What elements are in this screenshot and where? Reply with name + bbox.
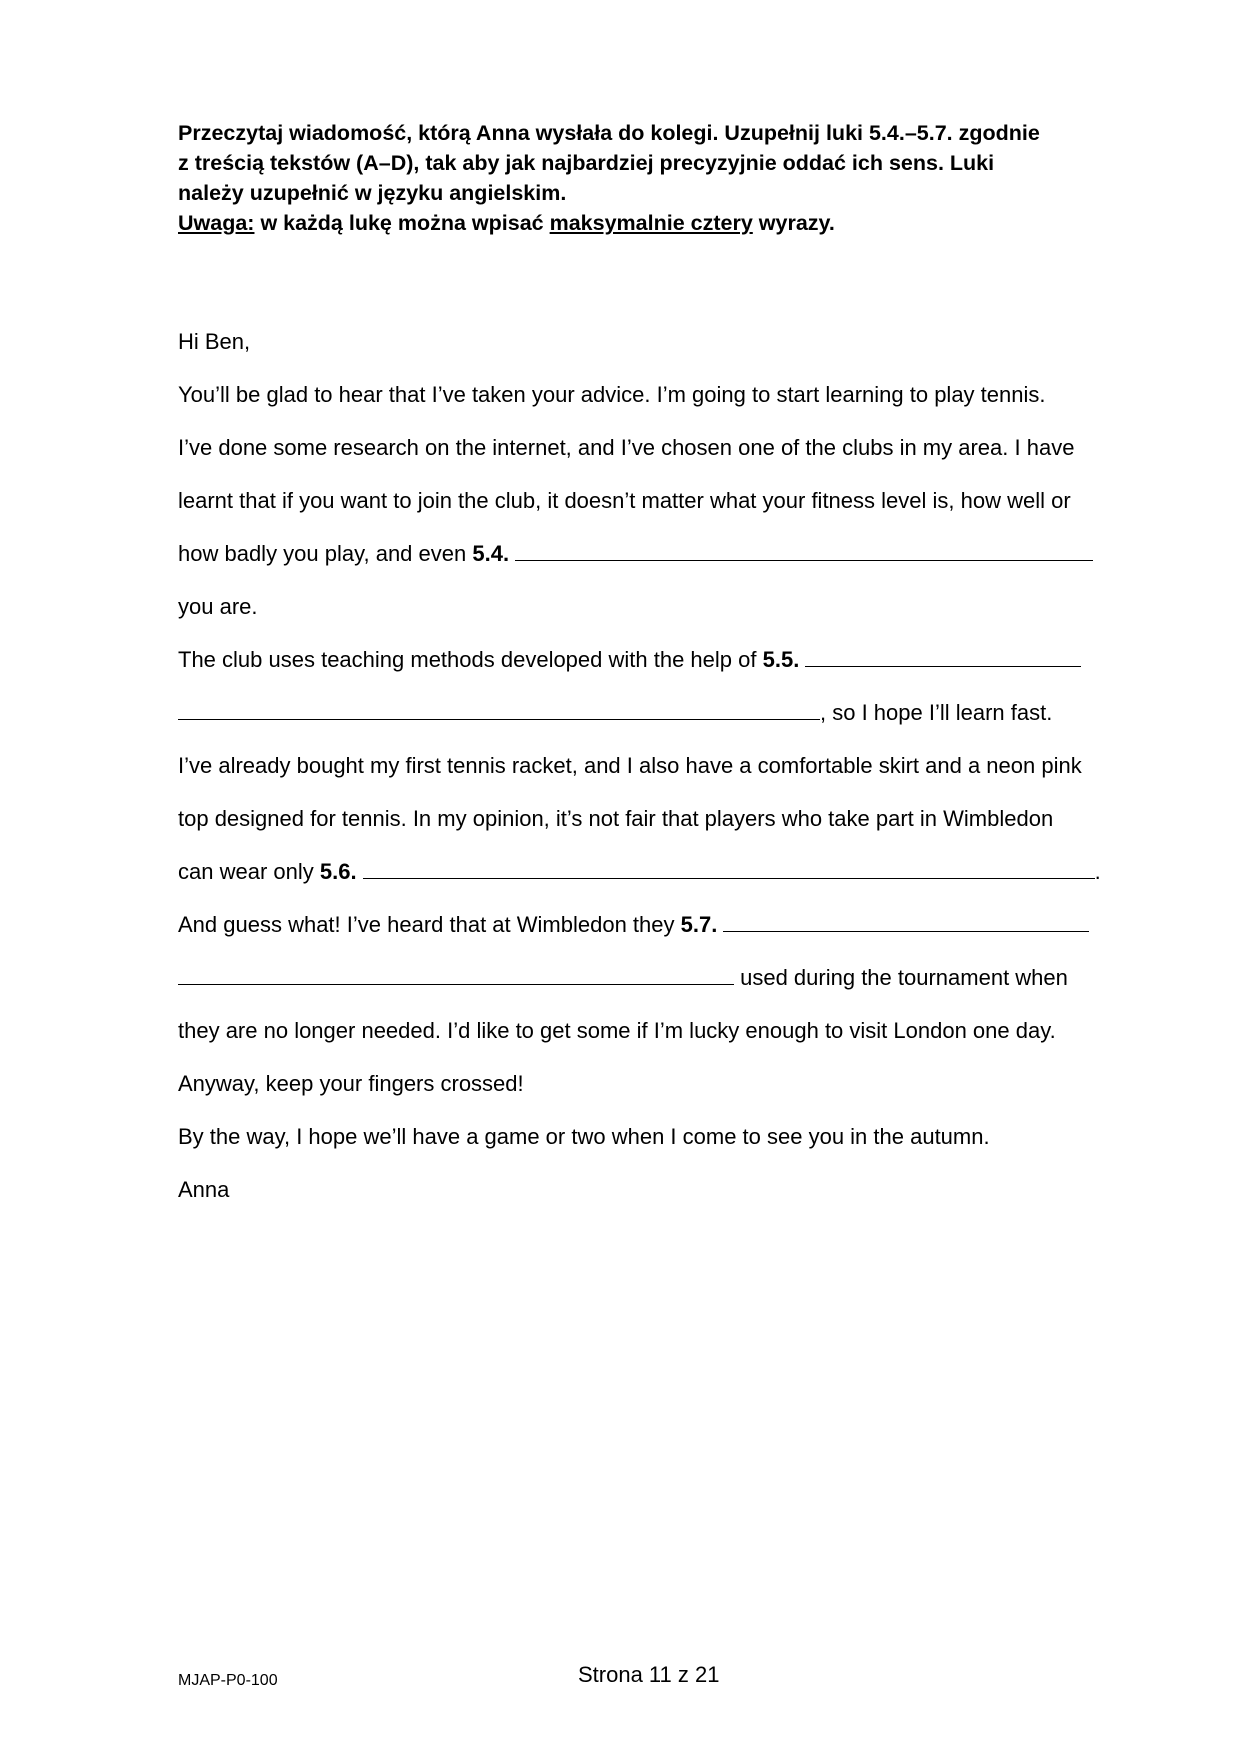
letter-line [178,951,1138,1004]
note-end: wyrazy. [752,211,835,235]
gap-number-5-4: 5.4. [472,541,510,566]
gap-5-5-answer-line[interactable] [805,644,1081,667]
letter-text-segment: can wear only [178,859,320,884]
note-label: Uwaga: [178,211,255,235]
letter-line [178,686,1138,739]
gap-5-7-answer-line-continued[interactable] [178,962,734,985]
instruction-line-1: Przeczytaj wiadomość, którą Anna wysłała do kolegi. Uzupełnij luki 5.4.–5.7. zgodnie [178,121,1040,145]
letter-text-segment: , so I hope I’ll learn fast. [820,700,1053,725]
gap-5-7-answer-line[interactable] [723,909,1089,932]
instruction-note [178,208,1118,238]
gap-5-5-answer-line-continued[interactable] [178,697,820,720]
letter-line: learnt that if you want to join the club, it doesn’t matter what your fitness level is, how well or [178,488,1071,513]
letter-text-segment: And guess what! I’ve heard that at Wimbledon they [178,912,681,937]
letter-line: Anyway, keep your fingers crossed! [178,1071,524,1096]
gap-5-4-answer-line[interactable] [515,538,1093,561]
note-emphasis: maksymalnie cztery [549,211,753,235]
letter-line: top designed for tennis. In my opinion, it’s not fair that players who take part in Wimbledon [178,806,1054,831]
letter-line: You’ll be glad to hear that I’ve taken your advice. I’m going to start learning to play tennis. [178,382,1046,407]
letter-text-segment: . [1094,859,1101,884]
letter-line: I’ve already bought my first tennis racket, and I also have a comfortable skirt and a neon pink [178,753,1082,778]
gap-number-5-7: 5.7. [680,912,718,937]
note-text: w każdą lukę można wpisać [254,211,550,235]
letter-signature: Anna [178,1177,230,1202]
letter-greeting: Hi Ben, [178,329,251,354]
letter-text [178,315,1138,1216]
task-instruction [178,118,1118,238]
instruction-line-2: z treścią tekstów (A–D), tak aby jak najbardziej precyzyjnie oddać ich sens. Luki [178,151,995,175]
gap-number-5-6: 5.6. [319,859,357,884]
letter-line: I’ve done some research on the internet, and I’ve chosen one of the clubs in my area. I have [178,435,1075,460]
letter-line: By the way, I hope we’ll have a game or two when I come to see you in the autumn. [178,1124,990,1149]
letter-text-segment: used during the tournament when [734,965,1068,990]
letter-line [178,527,1138,580]
letter-line [178,633,1138,686]
letter-text-segment: The club uses teaching methods developed with the help of [178,647,763,672]
gap-number-5-5: 5.5. [762,647,800,672]
page-number: Strona 11 z 21 [578,1662,720,1687]
gap-5-6-answer-line[interactable] [363,856,1095,879]
letter-line: they are no longer needed. I’d like to get some if I’m lucky enough to visit London one day. [178,1018,1056,1043]
letter-line [178,845,1138,898]
instruction-line-3: należy uzupełnić w języku angielskim. [178,181,567,205]
exam-code: MJAP-P0-100 [178,1672,278,1689]
letter-line [178,898,1138,951]
letter-text-segment: how badly you play, and even [178,541,473,566]
letter-line: you are. [178,594,258,619]
